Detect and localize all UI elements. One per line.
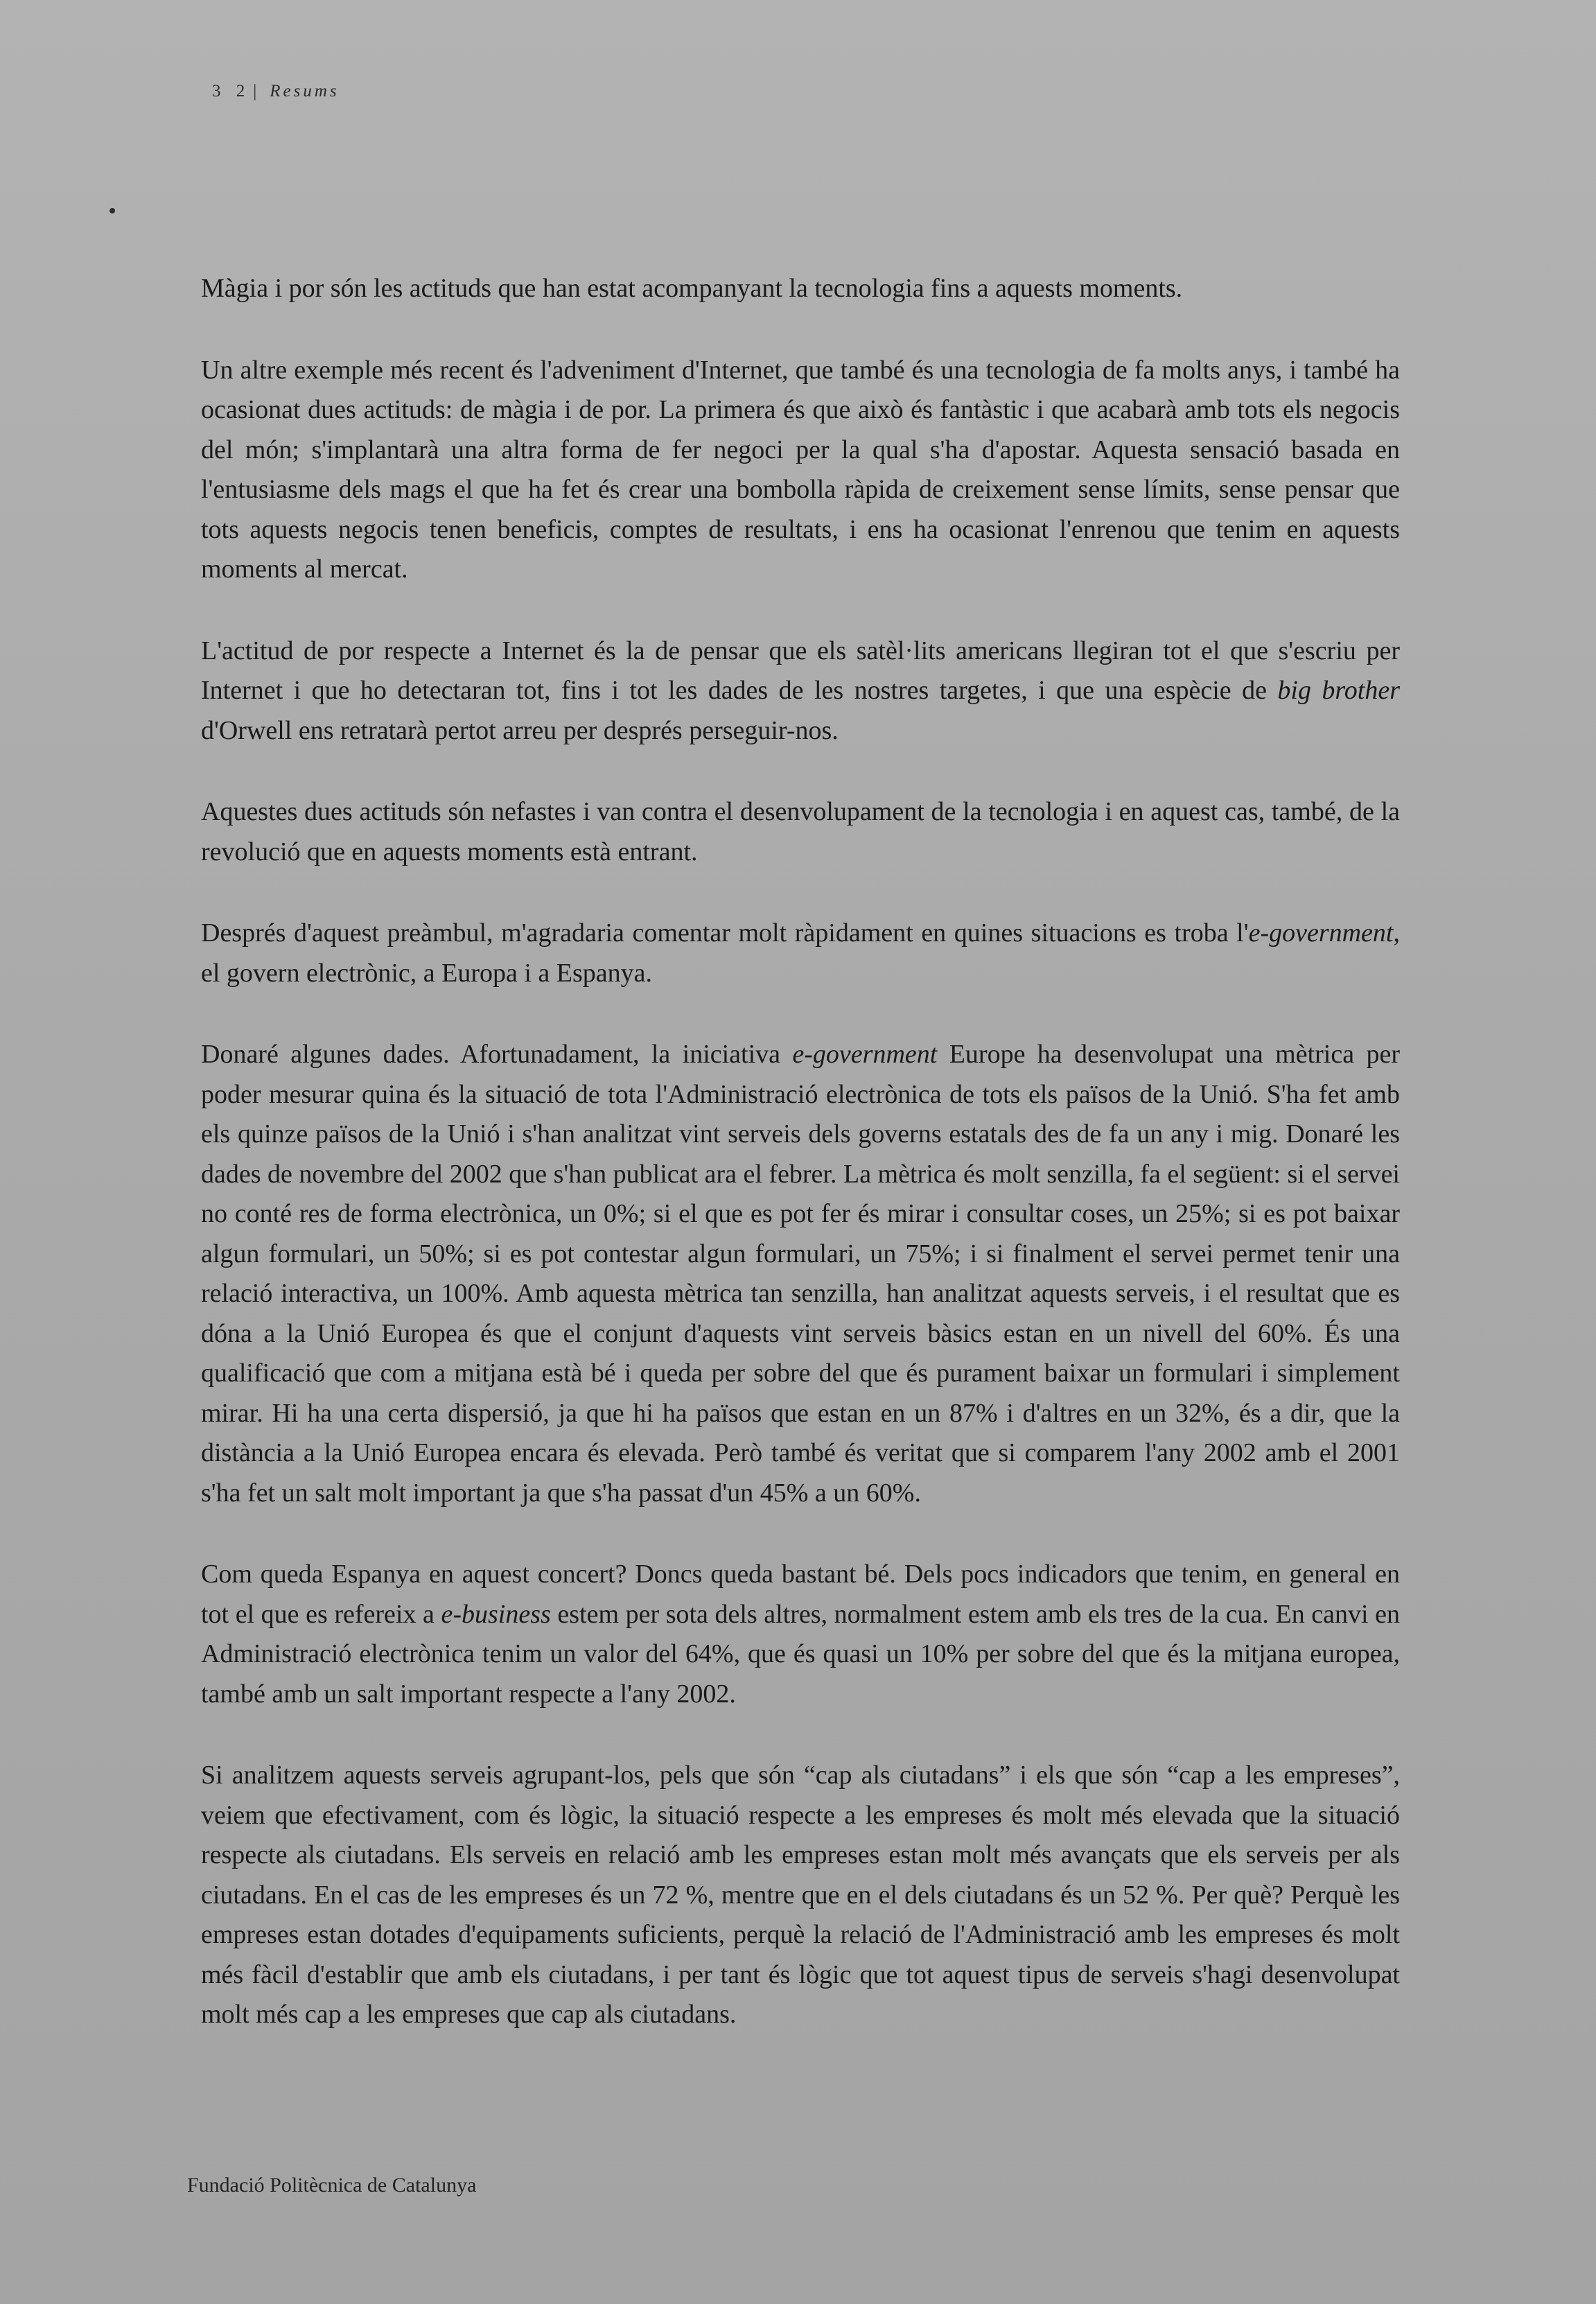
section-title: Resums bbox=[270, 82, 340, 101]
italic-term: e-government bbox=[792, 1040, 938, 1069]
paragraph-2: Un altre exemple més recent és l'adveniment d'Internet, que també és una tecnologia de fa molts anys, i també ha ocasionat dues actituds: de màgia i de por. La primera és que això és fantàstic i que acabarà amb tots els negocis del món; s'implantarà una altra forma de fer negoci per la qual s'ha d'apostar. Aquesta sensació basada en l'entusiasme dels mags el que ha fet és crear una bombolla ràpida de creixement sense límits, sense pensar que tots aquests negocis tenen beneficis, comptes de resultats, i ens ha ocasionat l'enrenou que tenim en aquests moments al mercat. bbox=[201, 355, 1400, 584]
italic-term: e-business bbox=[441, 1599, 551, 1629]
paragraph-5: Després d'aquest preàmbul, m'agradaria comentar molt ràpidament en quines situacions es troba l'e-government, el govern electrònic, a Europa i a Espanya. bbox=[201, 918, 1400, 988]
paragraph-4: Aquestes dues actituds són nefastes i van contra el desenvolupament de la tecnologia i en aquest cas, també, de la revolució que en aquests moments està entrant. bbox=[201, 797, 1400, 866]
page-footer: Fundació Politècnica de Catalunya bbox=[187, 2174, 477, 2197]
running-head bbox=[212, 82, 340, 101]
body-text bbox=[201, 269, 1400, 2035]
header-separator: | bbox=[253, 82, 261, 101]
paragraph-8: Si analitzem aquests serveis agrupant-los, pels que són “cap als ciutadans” i els que són “cap a les empreses”, veiem que efectivament, com és lògic, la situació respecte a les empreses és molt més elevada que la situació respecte als ciutadans. Els serveis en relació amb les empreses estan molt més avançats que els serveis per als ciutadans. En el cas de les empreses és un 72 %, mentre que en el dels ciutadans és un 52 %. Per què? Perquè les empreses estan dotades d'equipaments suficients, perquè la relació de l'Administració amb les empreses és molt més fàcil d'establir que amb els ciutadans, i per tant és lògic que tot aquest tipus de serveis s'hagi desenvolupat molt més cap a les empreses que cap als ciutadans. bbox=[201, 1761, 1400, 2029]
paragraph-6: Donaré algunes dades. Afortunadament, la iniciativa e-government Europe ha desenvolupat una mètrica per poder mesurar quina és la situació de tota l'Administració electrònica de tots els països de la Unió. S'ha fet amb els quinze països de la Unió i s'han analitzat vint serveis dels governs estatals des de fa un any i mig. Donaré les dades de novembre del 2002 que s'han publicat ara el febrer. La mètrica és molt senzilla, fa el següent: si el servei no conté res de forma electrònica, un 0%; si el que es pot fer és mirar i consultar coses, un 25%; si es pot baixar algun formulari, un 50%; si es pot contestar algun formulari, un 75%; i si finalment el servei permet tenir una relació interactiva, un 100%. Amb aquesta mètrica tan senzilla, han analitzat aquests serveis, i el resultat que es dóna a la Unió Europea és que el conjunt d'aquests vint serveis bàsics estan en un nivell del 60%. És una qualificació que com a mitjana està bé i queda per sobre del que és purament baixar un formulari i simplement mirar. Hi ha una certa dispersió, ja que hi ha països que estan en un 87% i d'altres en un 32%, és a dir, que la distància a la Unió Europea encara és elevada. Però també és veritat que si comparem l'any 2002 amb el 2001 s'ha fet un salt molt important ja que s'ha passat d'un 45% a un 60%. bbox=[201, 1040, 1400, 1508]
paragraph-1: Màgia i por són les actituds que han estat acompanyant la tecnologia fins a aquests moments. bbox=[201, 274, 1183, 303]
page-number: 3 2 bbox=[212, 82, 251, 101]
margin-dot bbox=[109, 208, 115, 213]
italic-term: e-government bbox=[1248, 918, 1394, 948]
paragraph-3: L'actitud de por respecte a Internet és la de pensar que els satèl·lits americans llegiran tot el que s'escriu per Internet i que ho detectaran tot, fins i tot les dades de les nostres targetes, i que una espècie de big brother d'Orwell ens retratarà pertot arreu per després perseguir-nos. bbox=[201, 636, 1400, 745]
italic-term: big brother bbox=[1277, 676, 1400, 705]
paragraph-7: Com queda Espanya en aquest concert? Doncs queda bastant bé. Dels pocs indicadors que tenim, en general en tot el que es refereix a e-business estem per sota dels altres, normalment estem amb els tres de la cua. En canvi en Administració electrònica tenim un valor del 64%, que és quasi un 10% per sobre del que és la mitjana europea, també amb un salt important respecte a l'any 2002. bbox=[201, 1560, 1401, 1709]
